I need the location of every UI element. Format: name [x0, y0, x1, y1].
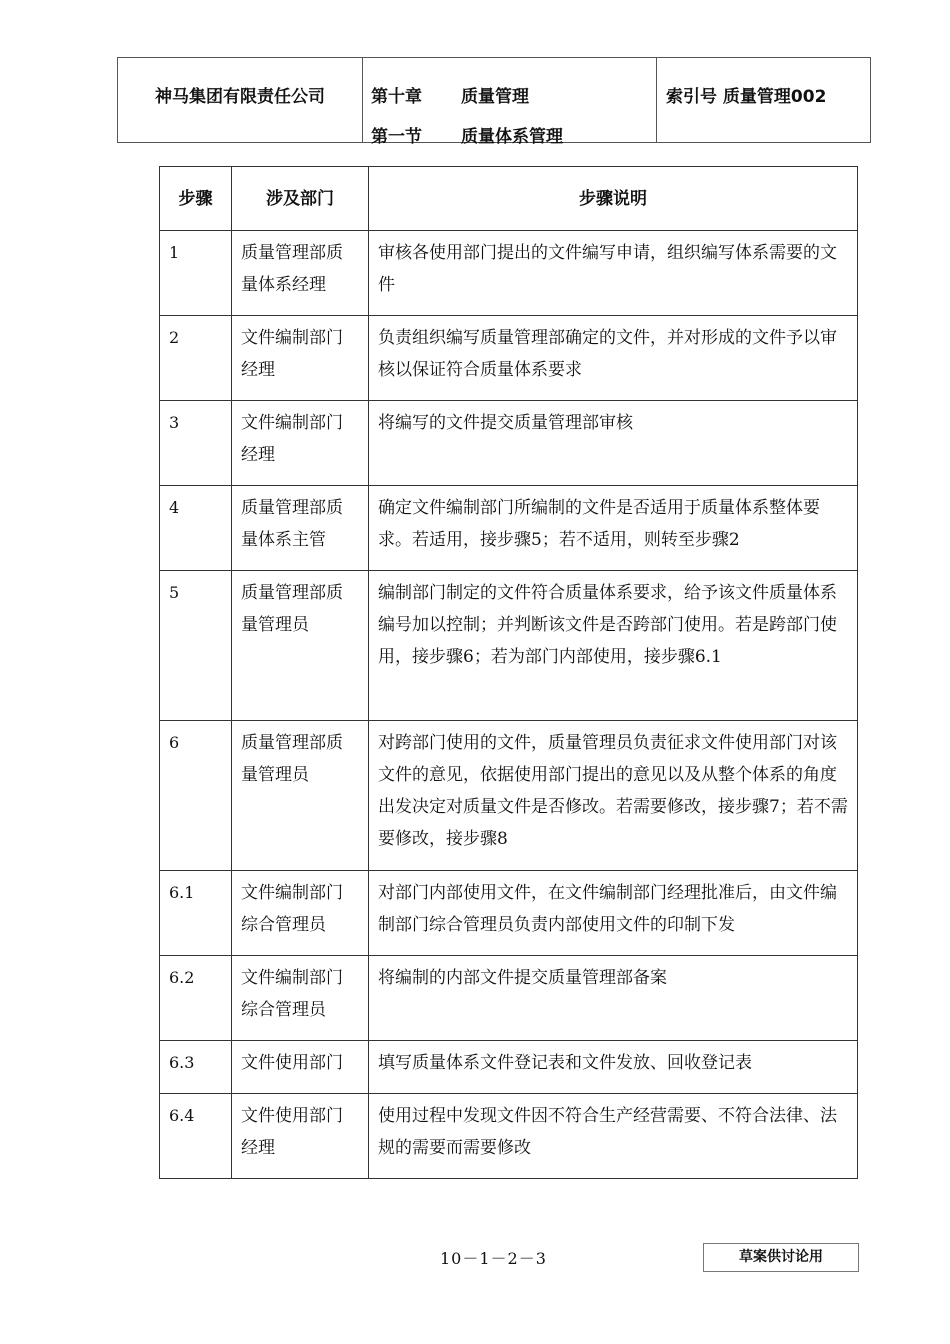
table-row — [160, 956, 858, 1041]
section-title: 质量体系管理 — [461, 127, 563, 147]
table-row — [160, 1041, 858, 1094]
description-cell: 确定文件编制部门所编制的文件是否适用于质量体系整体要求。若适用，接步骤5；若不适用，则转至步骤2 — [369, 486, 858, 571]
description-cell: 负责组织编写质量管理部确定的文件，并对形成的文件予以审核以保证符合质量体系要求 — [369, 316, 858, 401]
department-cell: 质量管理部质量管理员 — [232, 571, 369, 721]
table-row — [160, 486, 858, 571]
document-header — [117, 57, 871, 147]
department-cell: 文件使用部门 — [232, 1041, 369, 1094]
step-number: 6 — [160, 721, 232, 871]
department-cell: 文件编制部门经理 — [232, 316, 369, 401]
chapter-title: 质量管理 — [461, 87, 529, 107]
step-number: 5 — [160, 571, 232, 721]
department-cell: 文件编制部门综合管理员 — [232, 871, 369, 956]
chapter-info — [363, 58, 657, 147]
department-cell: 文件编制部门经理 — [232, 401, 369, 486]
step-number: 3 — [160, 401, 232, 486]
description-cell: 编制部门制定的文件符合质量体系要求，给予该文件质量体系编号加以控制；并判断该文件是否跨部门使用。若是跨部门使用，接步骤6；若为部门内部使用，接步骤6.1 — [369, 571, 858, 721]
company-name: 神马集团有限责任公司 — [118, 58, 363, 142]
department-cell: 质量管理部质量体系经理 — [232, 231, 369, 316]
column-header-description: 步骤说明 — [369, 167, 858, 231]
page-number: 10－1－2－3 — [440, 1249, 547, 1268]
description-cell: 审核各使用部门提出的文件编写申请，组织编写体系需要的文件 — [369, 231, 858, 316]
table-row — [160, 871, 858, 956]
table-row — [160, 316, 858, 401]
table-row — [160, 1094, 858, 1179]
section-label: 第一节 — [371, 127, 422, 147]
description-cell: 使用过程中发现文件因不符合生产经营需要、不符合法律、法规的需要而需要修改 — [369, 1094, 858, 1179]
table-row — [160, 571, 858, 721]
draft-stamp: 草案供讨论用 — [703, 1243, 859, 1272]
step-number: 1 — [160, 231, 232, 316]
column-header-step: 步骤 — [160, 167, 232, 231]
step-number: 6.3 — [160, 1041, 232, 1094]
department-cell: 文件编制部门综合管理员 — [232, 956, 369, 1041]
chapter-label: 第十章 — [371, 87, 422, 107]
step-number: 6.4 — [160, 1094, 232, 1179]
description-cell: 填写质量体系文件登记表和文件发放、回收登记表 — [369, 1041, 858, 1094]
department-cell: 质量管理部质量管理员 — [232, 721, 369, 871]
department-cell: 文件使用部门经理 — [232, 1094, 369, 1179]
table-row — [160, 721, 858, 871]
step-number: 6.1 — [160, 871, 232, 956]
department-cell: 质量管理部质量体系主管 — [232, 486, 369, 571]
table-header-row — [160, 167, 858, 231]
description-cell: 对跨部门使用的文件，质量管理员负责征求文件使用部门对该文件的意见，依据使用部门提出的意见以及从整个体系的角度出发决定对质量文件是否修改。若需要修改，接步骤7；若不需要修改，接步骤8 — [369, 721, 858, 871]
step-number: 2 — [160, 316, 232, 401]
step-number: 4 — [160, 486, 232, 571]
description-cell: 将编写的文件提交质量管理部审核 — [369, 401, 858, 486]
index-number: 索引号 质量管理002 — [666, 87, 827, 107]
description-cell: 对部门内部使用文件，在文件编制部门经理批准后，由文件编制部门综合管理员负责内部使用文件的印制下发 — [369, 871, 858, 956]
table-row — [160, 231, 858, 316]
procedure-table — [159, 166, 858, 1179]
step-number: 6.2 — [160, 956, 232, 1041]
description-cell: 将编制的内部文件提交质量管理部备案 — [369, 956, 858, 1041]
table-row — [160, 401, 858, 486]
column-header-department: 涉及部门 — [232, 167, 369, 231]
